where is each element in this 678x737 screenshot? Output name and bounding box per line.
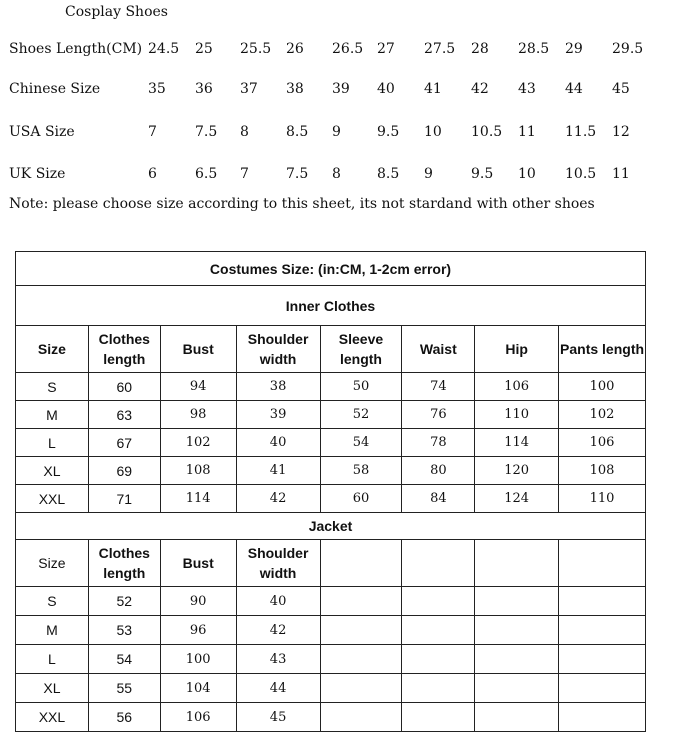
shoe-size-value: 10 [424, 124, 442, 140]
shoe-size-value: 40 [377, 81, 395, 97]
measure-cell: 63 [88, 401, 160, 429]
shoe-size-value: 29 [565, 41, 583, 57]
shoe-size-value: 25.5 [240, 41, 272, 57]
table-row [16, 587, 646, 616]
empty-cell [320, 587, 402, 616]
shoe-row-label: UK Size [9, 166, 66, 182]
column-header: Sleeve length [320, 326, 402, 373]
measure-cell: 40 [236, 587, 320, 616]
measure-cell: 42 [236, 485, 320, 513]
table-row [16, 401, 646, 429]
shoe-size-value: 10.5 [471, 124, 503, 140]
shoe-size-value: 35 [148, 81, 166, 97]
empty-cell [475, 540, 559, 587]
shoe-size-value: 9 [332, 124, 341, 140]
measure-cell: 38 [236, 373, 320, 401]
size-cell: S [16, 587, 89, 616]
shoe-size-value: 37 [240, 81, 258, 97]
shoe-size-value: 41 [424, 81, 442, 97]
shoe-size-value: 29.5 [612, 41, 644, 57]
empty-cell [475, 674, 559, 703]
column-header: Hip [475, 326, 559, 373]
size-cell: M [16, 401, 89, 429]
shoe-size-value: 6.5 [195, 166, 218, 182]
empty-cell [402, 540, 475, 587]
empty-cell [475, 645, 559, 674]
measure-cell: 40 [236, 429, 320, 457]
measure-cell: 67 [88, 429, 160, 457]
size-cell: XL [16, 674, 89, 703]
measure-cell: 50 [320, 373, 402, 401]
table-row [16, 645, 646, 674]
shoe-size-value: 6 [148, 166, 157, 182]
measure-cell: 78 [402, 429, 475, 457]
table-row [16, 616, 646, 645]
costume-table-title: Costumes Size: (in:CM, 1-2cm error) [16, 252, 646, 286]
shoe-size-value: 11.5 [565, 124, 597, 140]
measure-cell: 120 [475, 457, 559, 485]
column-header: Shoulder width [236, 326, 320, 373]
measure-cell: 100 [559, 373, 646, 401]
empty-cell [320, 645, 402, 674]
size-cell: XXL [16, 703, 89, 732]
measure-cell: 124 [475, 485, 559, 513]
measure-cell: 84 [402, 485, 475, 513]
jacket-heading: Jacket [16, 513, 646, 540]
shoe-size-value: 11 [518, 124, 536, 140]
measure-cell: 42 [236, 616, 320, 645]
shoe-size-value: 10.5 [565, 166, 597, 182]
empty-cell [320, 703, 402, 732]
measure-cell: 43 [236, 645, 320, 674]
measure-cell: 60 [320, 485, 402, 513]
shoe-size-value: 7.5 [195, 124, 218, 140]
empty-cell [559, 587, 646, 616]
measure-cell: 53 [88, 616, 160, 645]
measure-cell: 108 [559, 457, 646, 485]
shoe-size-value: 7 [240, 166, 249, 182]
empty-cell [402, 587, 475, 616]
shoe-size-value: 45 [612, 81, 630, 97]
empty-cell [402, 645, 475, 674]
shoe-size-value: 8 [240, 124, 249, 140]
empty-cell [320, 674, 402, 703]
table-row [16, 703, 646, 732]
measure-cell: 90 [160, 587, 236, 616]
shoe-size-value: 28 [471, 41, 489, 57]
shoe-size-value: 24.5 [148, 41, 180, 57]
shoe-size-value: 28.5 [518, 41, 550, 57]
size-cell: XXL [16, 485, 89, 513]
measure-cell: 71 [88, 485, 160, 513]
shoe-row-label: Shoes Length(CM) [9, 41, 143, 57]
shoe-size-value: 9.5 [471, 166, 494, 182]
empty-cell [559, 616, 646, 645]
shoe-size-value: 7 [148, 124, 157, 140]
empty-cell [559, 540, 646, 587]
measure-cell: 45 [236, 703, 320, 732]
column-header: Waist [402, 326, 475, 373]
shoe-size-value: 7.5 [286, 166, 309, 182]
measure-cell: 41 [236, 457, 320, 485]
empty-cell [559, 674, 646, 703]
shoe-size-value: 12 [612, 124, 630, 140]
measure-cell: 52 [88, 587, 160, 616]
shoe-size-value: 38 [286, 81, 304, 97]
measure-cell: 58 [320, 457, 402, 485]
shoe-size-value: 9 [424, 166, 433, 182]
measure-cell: 60 [88, 373, 160, 401]
inner-clothes-heading: Inner Clothes [16, 286, 646, 326]
size-cell: XL [16, 457, 89, 485]
shoe-size-value: 39 [332, 81, 350, 97]
shoe-size-value: 43 [518, 81, 536, 97]
shoe-size-value: 11 [612, 166, 630, 182]
size-cell: L [16, 429, 89, 457]
shoe-size-value: 42 [471, 81, 489, 97]
measure-cell: 56 [88, 703, 160, 732]
size-cell: L [16, 645, 89, 674]
shoe-size-value: 26 [286, 41, 304, 57]
measure-cell: 44 [236, 674, 320, 703]
shoe-size-value: 26.5 [332, 41, 364, 57]
shoe-size-value: 9.5 [377, 124, 400, 140]
column-header: Pants length [559, 326, 646, 373]
empty-cell [475, 703, 559, 732]
table-row [16, 485, 646, 513]
measure-cell: 106 [160, 703, 236, 732]
empty-cell [475, 616, 559, 645]
empty-cell [320, 540, 402, 587]
table-row [16, 674, 646, 703]
column-header: Size [16, 326, 89, 373]
measure-cell: 102 [559, 401, 646, 429]
measure-cell: 102 [160, 429, 236, 457]
measure-cell: 54 [88, 645, 160, 674]
measure-cell: 106 [559, 429, 646, 457]
measure-cell: 110 [475, 401, 559, 429]
shoe-size-value: 8.5 [286, 124, 309, 140]
empty-cell [402, 674, 475, 703]
column-header: Clothes length [88, 540, 160, 587]
empty-cell [559, 645, 646, 674]
shoe-size-value: 27.5 [424, 41, 456, 57]
shoe-size-value: 36 [195, 81, 213, 97]
column-header: Bust [160, 540, 236, 587]
shoe-size-value: 8 [332, 166, 341, 182]
measure-cell: 55 [88, 674, 160, 703]
table-row [16, 373, 646, 401]
measure-cell: 76 [402, 401, 475, 429]
measure-cell: 96 [160, 616, 236, 645]
column-header: Clothes length [88, 326, 160, 373]
measure-cell: 80 [402, 457, 475, 485]
measure-cell: 52 [320, 401, 402, 429]
measure-cell: 98 [160, 401, 236, 429]
empty-cell [402, 703, 475, 732]
measure-cell: 104 [160, 674, 236, 703]
measure-cell: 106 [475, 373, 559, 401]
shoe-size-value: 10 [518, 166, 536, 182]
measure-cell: 108 [160, 457, 236, 485]
measure-cell: 100 [160, 645, 236, 674]
empty-cell [475, 587, 559, 616]
shoe-size-value: 8.5 [377, 166, 400, 182]
column-header: Shoulder width [236, 540, 320, 587]
measure-cell: 114 [160, 485, 236, 513]
shoe-size-note: Note: please choose size according to this sheet, its not stardand with other shoes [9, 196, 595, 212]
measure-cell: 54 [320, 429, 402, 457]
measure-cell: 69 [88, 457, 160, 485]
column-header: Bust [160, 326, 236, 373]
empty-cell [320, 616, 402, 645]
shoe-row-label: Chinese Size [9, 81, 101, 97]
table-row [16, 429, 646, 457]
table-row [16, 457, 646, 485]
size-cell: S [16, 373, 89, 401]
measure-cell: 110 [559, 485, 646, 513]
shoe-size-value: 25 [195, 41, 213, 57]
shoe-row-label: USA Size [9, 124, 75, 140]
empty-cell [559, 703, 646, 732]
shoe-size-value: 44 [565, 81, 583, 97]
measure-cell: 39 [236, 401, 320, 429]
shoe-size-value: 27 [377, 41, 395, 57]
measure-cell: 94 [160, 373, 236, 401]
measure-cell: 74 [402, 373, 475, 401]
empty-cell [402, 616, 475, 645]
size-cell: M [16, 616, 89, 645]
shoes-title: Cosplay Shoes [65, 4, 168, 20]
costume-size-table [15, 251, 646, 732]
column-header: Size [16, 540, 89, 587]
measure-cell: 114 [475, 429, 559, 457]
